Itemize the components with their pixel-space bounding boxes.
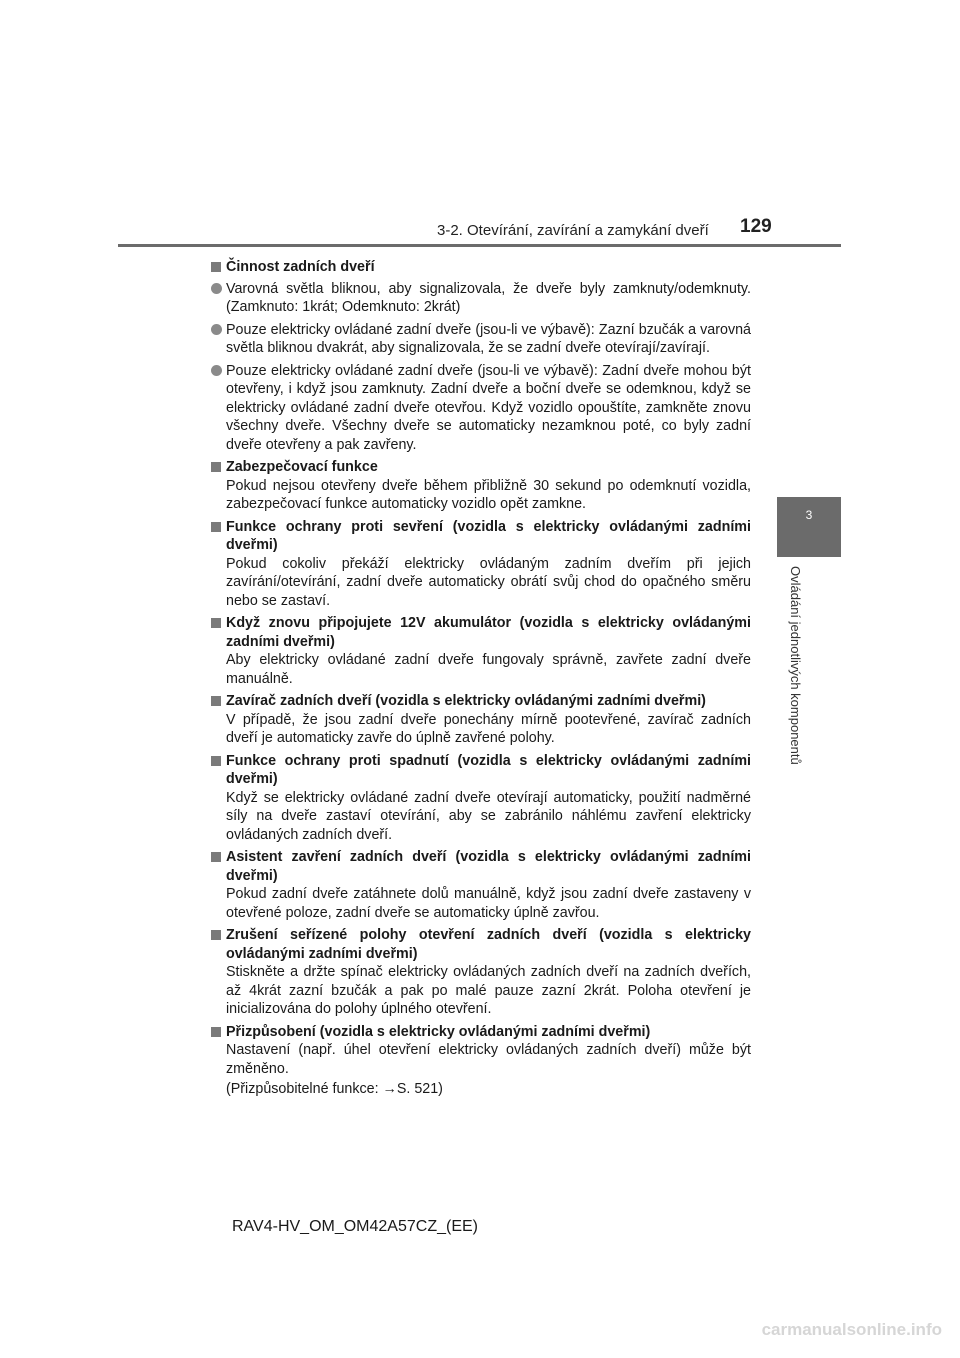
paragraph: Stiskněte a držte spínač elektricky ovládaných zadních dveří na zadních dveřích, až 4krát zazní bzučák a pak po malé pauze zazní 2krát. Poloha otevření je inicializována do polohy úplného otevření. <box>226 964 751 1017</box>
paragraph: Když se elektricky ovládané zadní dveře otevírají automaticky, použití nadměrné síly na dveře zastaví otevírání, aby se zabránilo náhlému zavření elektricky ovládaných zadních dveří. <box>226 789 751 843</box>
heading-customization: Přizpůsobení (vozidla s elektricky ovládanými zadními dveřmi) <box>211 1023 751 1042</box>
section-title: 3-2. Otevírání, zavírání a zamykání dveří <box>437 222 709 239</box>
heading-rear-door-operation: Činnost zadních dveří <box>211 258 751 277</box>
round-bullet-icon <box>211 365 222 376</box>
square-bullet-icon <box>211 1027 221 1037</box>
heading-position-reset: Zrušení seřízené polohy otevření zadních dveří (vozidla s elektricky ovládanými zadními dveřmi) <box>211 926 751 963</box>
paragraph: Pokud nejsou otevřeny dveře během přibližně 30 sekund po odemknutí vozidla, zabezpečovací funkce automaticky vozidlo opět zamkne. <box>226 477 751 512</box>
paragraph: Nastavení (např. úhel otevření elektricky ovládaných zadních dveří) může být změněno. <box>226 1042 751 1077</box>
heading-fall-protection: Funkce ochrany proti spadnutí (vozidla s elektricky ovládanými zadními dveřmi) <box>211 752 751 789</box>
paragraph: Aby elektricky ovládané zadní dveře fungovaly správně, zavřete zadní dveře manuálně. <box>226 652 751 687</box>
chapter-title: Ovládání jednotlivých komponentů <box>788 566 803 765</box>
square-bullet-icon <box>211 462 221 472</box>
heading-close-assist: Asistent zavření zadních dveří (vozidla s elektricky ovládanými zadními dveřmi) <box>211 848 751 885</box>
page-content <box>211 254 751 1101</box>
page-header <box>0 0 960 250</box>
square-bullet-icon <box>211 696 221 706</box>
watermark: carmanualsonline.info <box>761 1320 942 1339</box>
bullet-item: Pouze elektricky ovládané zadní dveře (jsou-li ve výbavě): Zadní dveře mohou být otevřeny, i když jsou zamknuty. Zadní dveře a boční dveře se odemknou, když se elektricky ovládané zadní dveře otevřou. Když vozidlo opouštíte, zamkněte znovu všechny dveře. Všechny dveře se automaticky nezamknou poté, co byly zadní dveře otevřeny a pak zavřeny. <box>211 362 751 455</box>
paragraph: Pokud zadní dveře zatáhnete dolů manuálně, když jsou zadní dveře zastaveny v otevřené poloze, zadní dveře se automaticky úplně zavřou. <box>226 886 751 921</box>
round-bullet-icon <box>211 283 222 294</box>
round-bullet-icon <box>211 324 222 335</box>
document-code: RAV4-HV_OM_OM42A57CZ_(EE) <box>232 1218 478 1235</box>
page-number: 129 <box>740 216 772 237</box>
bullet-item: Pouze elektricky ovládané zadní dveře (jsou-li ve výbavě): Zazní bzučák a varovná světla bliknou dvakrát, aby signalizovala, že se zadní dveře otevírají/zavírají. <box>211 321 751 358</box>
square-bullet-icon <box>211 522 221 532</box>
square-bullet-icon <box>211 852 221 862</box>
page-reference: (Přizpůsobitelné funkce: →S. 521) <box>226 1081 443 1097</box>
chapter-title-vertical <box>788 566 808 816</box>
paragraph: Pokud cokoliv překáží elektricky ovládaným zadním dveřím při jejich zavírání/otevírání, zadní dveře automaticky obrátí svůj chod do opačného směru nebo se zastaví. <box>226 555 751 609</box>
square-bullet-icon <box>211 618 221 628</box>
square-bullet-icon <box>211 756 221 766</box>
square-bullet-icon <box>211 930 221 940</box>
heading-battery-reconnect: Když znovu připojujete 12V akumulátor (vozidla s elektricky ovládanými zadními dveřmi) <box>211 614 751 651</box>
heading-jam-protection: Funkce ochrany proti sevření (vozidla s elektricky ovládanými zadními dveřmi) <box>211 518 751 555</box>
square-bullet-icon <box>211 262 221 272</box>
bullet-item: Varovná světla bliknou, aby signalizovala, že dveře byly zamknuty/odemknuty. (Zamknuto: 1krát; Odemknuto: 2krát) <box>211 280 751 317</box>
chapter-tab <box>777 497 841 557</box>
paragraph: V případě, že jsou zadní dveře ponechány mírně pootevřené, zavírač zadních dveří je automaticky zavře do úplně zavřené polohy. <box>226 711 751 746</box>
heading-door-closer: Zavírač zadních dveří (vozidla s elektricky ovládanými zadními dveřmi) <box>211 692 751 711</box>
chapter-number: 3 <box>805 508 813 522</box>
header-rule <box>118 244 841 247</box>
heading-security-function: Zabezpečovací funkce <box>211 458 751 477</box>
